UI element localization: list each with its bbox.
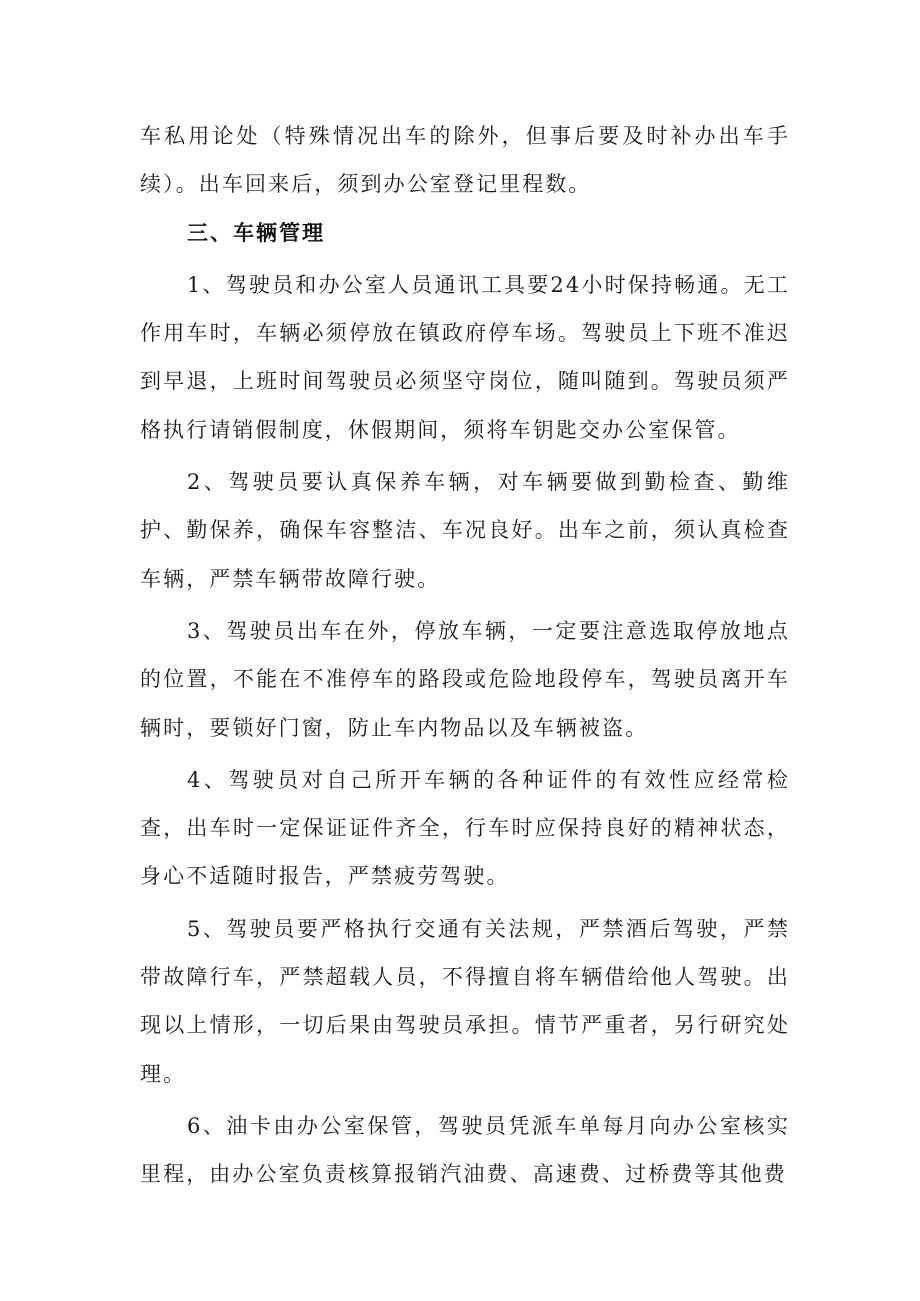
paragraph-item-4: 4、驾驶员对自己所开车辆的各种证件的有效性应经常检查，出车时一定保证证件齐全，行车时应保持良好的精神状态，身心不适随时报告，严禁疲劳驾驶。 <box>140 767 790 889</box>
paragraph-item-2: 2、驾驶员要认真保养车辆，对车辆要做到勤检查、勤维护、勤保养，确保车容整洁、车况良好。出车之前，须认真检查车辆，严禁车辆带故障行驶。 <box>140 470 790 591</box>
paragraph-item-6: 6、油卡由办公室保管，驾驶员凭派车单每月向办公室核实里程，由办公室负责核算报销汽油费、高速费、过桥费等其他费 <box>140 1113 790 1187</box>
paragraph-item-1: 1、驾驶员和办公室人员通讯工具要24小时保持畅通。无工作用车时，车辆必须停放在镇政府停车场。驾驶员上下班不准迟到早退，上班时间驾驶员必须坚守岗位，随叫随到。驾驶员须严格执行请销假制度，休假期间，须将车钥匙交办公室保管。 <box>140 272 790 442</box>
paragraph-item-3: 3、驾驶员出车在外，停放车辆，一定要注意选取停放地点的位置，不能在不准停车的路段或危险地段停车，驾驶员离开车辆时，要锁好门窗，防止车内物品以及车辆被盗。 <box>140 618 790 740</box>
document-body <box>140 112 790 1199</box>
paragraph-item-5: 5、驾驶员要严格执行交通有关法规，严禁酒后驾驶，严禁带故障行车，严禁超载人员，不得擅自将车辆借给他人驾驶。出现以上情形，一切后果由驾驶员承担。情节严重者，另行研究处理。 <box>140 916 790 1086</box>
paragraph-intro-continued: 车私用论处（特殊情况出车的除外，但事后要及时补办出车手续）。出车回来后，须到办公室登记里程数。 <box>140 124 790 197</box>
section-heading-vehicle-management: 三、车辆管理 <box>187 220 325 245</box>
